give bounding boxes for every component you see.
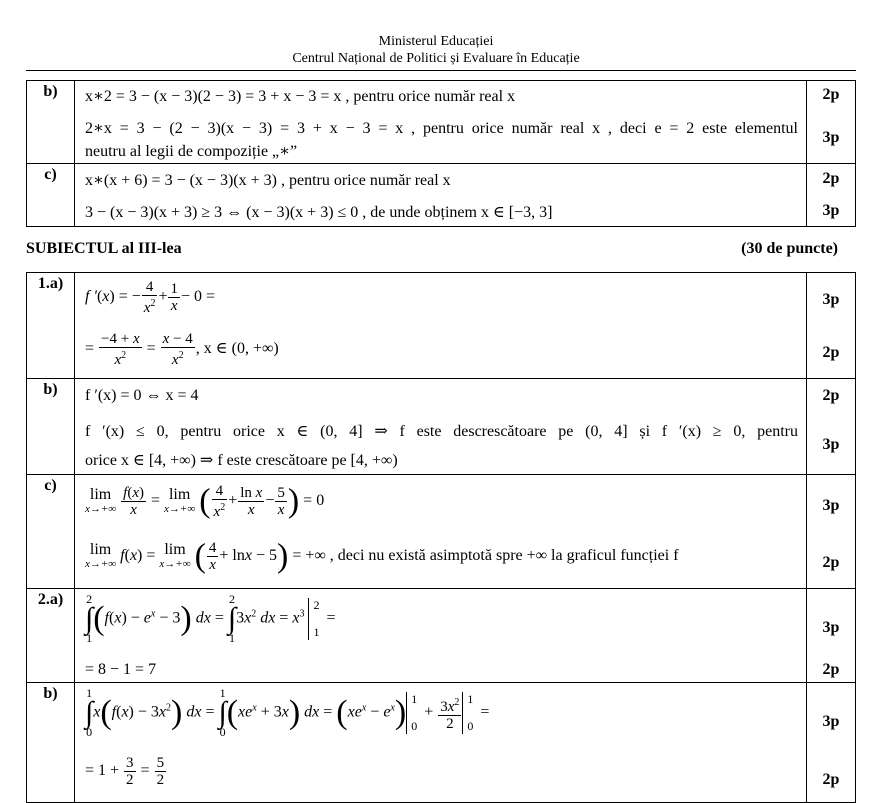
formula-result: = 1 + $\frac{3}{2}$ = $\frac{5}{2}$ (85, 755, 165, 788)
solution-line: neutru al legii de compoziție „∗” (85, 143, 298, 160)
points-cell (807, 475, 856, 589)
points-cell (807, 81, 856, 164)
row-label: c) (27, 164, 75, 227)
header-center: Centrul Național de Politici și Evaluare în Educație (292, 51, 580, 66)
formula-derivative-simplified: = $\frac{-4 + x}{x^2}$ = $\frac{x - 4}{x^2}$ , x ∈ (0, +∞) (85, 331, 279, 368)
solution-line: f ′(x) ≤ 0, pentru orice x ∈ (0, 4] ⇒ f este descrescătoare pe (0, 4] și f ′(x) ≥ 0, pentru (85, 423, 798, 440)
row-label: b) (27, 683, 75, 803)
header-ministry: Ministerul Educației (378, 34, 494, 49)
row-2b (27, 683, 856, 803)
points-cell (807, 164, 856, 227)
row-1c (27, 475, 856, 589)
row-content (75, 683, 807, 803)
points: 3p (822, 291, 840, 308)
row-content (75, 81, 807, 164)
solution-line: = 8 − 1 = 7 (85, 661, 157, 678)
solution-line: 3 − (x − 3)(x + 3) ≥ 3 ⇔ (x − 3)(x + 3) ≤ 0 , de unde obținem x ∈ [−3, 3] (85, 204, 553, 221)
points: 2p (822, 86, 840, 103)
solution-line: x∗2 = 3 − (x − 3)(2 − 3) = 3 + x − 3 = x , pentru orice număr real x (85, 88, 516, 105)
row-label: c) (27, 475, 75, 589)
row-c (27, 164, 856, 227)
row-2a (27, 589, 856, 683)
part3-table (26, 272, 856, 803)
points: 2p (822, 387, 840, 404)
row-1b (27, 379, 856, 475)
row-1a (27, 273, 856, 379)
points: 2p (822, 554, 840, 571)
points: 3p (822, 129, 840, 146)
row-b (27, 81, 856, 164)
solution-line: orice x ∈ [4, +∞) ⇒ f este crescătoare pe [4, +∞) (85, 452, 398, 469)
points: 3p (822, 713, 840, 730)
points-cell (807, 683, 856, 803)
row-label: 2.a) (27, 589, 75, 683)
row-label: 1.a) (27, 273, 75, 379)
points: 3p (822, 497, 840, 514)
points-cell (807, 379, 856, 475)
row-label: b) (27, 379, 75, 475)
solution-line: 2∗x = 3 − (2 − 3)(x − 3) = 3 + x − 3 = x , pentru orice număr real x , deci e = 2 este elementul (85, 120, 798, 137)
formula-limit-ratio: lim x→+∞ $\frac{f(x)}{x}$ = lim x→+∞ ( $\frac{4}{x^2}$ + $\frac{\text{ln x}}{x}$ − $\frac{5}{x}$ ) = 0 (85, 482, 325, 520)
row-label: b) (27, 81, 75, 164)
points: 2p (822, 661, 840, 678)
row-content (75, 379, 807, 475)
row-content (75, 589, 807, 683)
row-content (75, 273, 807, 379)
section-points: (30 de puncte) (741, 240, 838, 257)
domain-text: , x ∈ (0, +∞) (195, 340, 279, 358)
points-cell (807, 589, 856, 683)
points: 3p (822, 619, 840, 636)
formula-derivative: f ′(x) = − $\frac{4}{x^2}$ + $\frac{1}{x}$ − 0 = (85, 279, 216, 316)
formula-integral: 2 ∫ $1(f(x) - e^x - 3)$ dx = 2 ∫ $13x^2$ dx = $x^3$ 2 1 = (85, 592, 336, 645)
points: 2p (822, 344, 840, 361)
points: 2p (822, 771, 840, 788)
section-title: SUBIECTUL al III-lea (26, 240, 182, 257)
points: 2p (822, 170, 840, 187)
part2-table (26, 80, 856, 227)
conclusion-text: = +∞ , deci nu există asimptotă spre +∞ la graficul funcției f (292, 547, 679, 565)
row-content (75, 475, 807, 589)
row-content (75, 164, 807, 227)
points-cell (807, 273, 856, 379)
solution-line: x∗(x + 6) = 3 − (x − 3)(x + 3) , pentru orice număr real x (85, 172, 451, 189)
points: 3p (822, 202, 840, 219)
header-rule (26, 70, 856, 71)
formula-limit-function: lim x→+∞ f(x) = lim x→+∞ ( $\frac{4}{x}$ + lnx − 5) = +∞ , deci nu există asimptotă spre +∞ la graficul funcției f (85, 537, 679, 575)
formula-integral-parts: 1 ∫ $0x(f(x) - 3x^2)$ dx = 1 ∫ $0(xe^x + 3x)$ dx = $(xe^x - e^x)$ 1 0 + $\frac{3x^2}{2}$ 1 0 = (85, 686, 490, 739)
points: 3p (822, 436, 840, 453)
solution-line: f ′(x) = 0 ⇔ x = 4 (85, 387, 199, 404)
